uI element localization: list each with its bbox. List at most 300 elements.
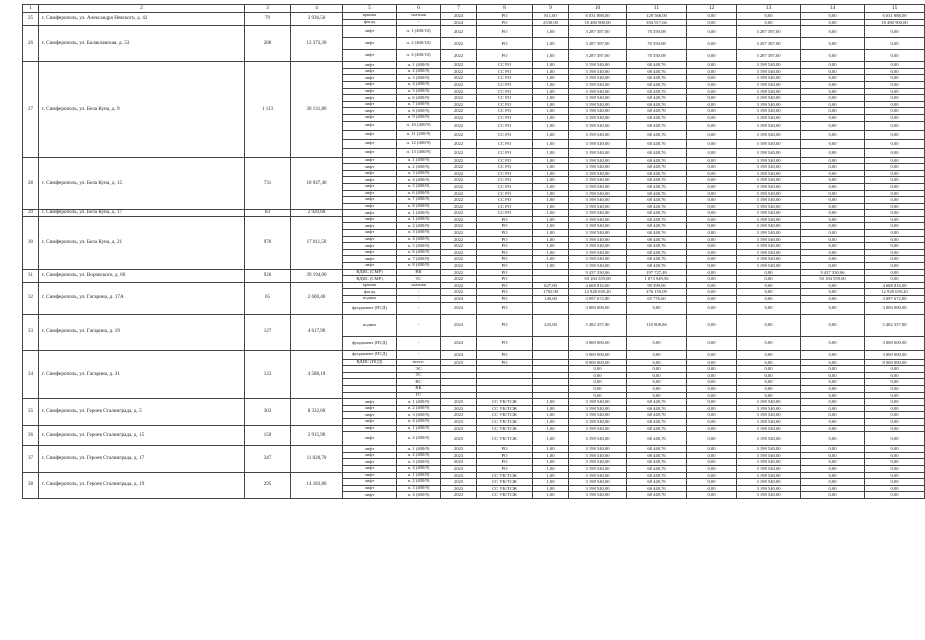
volume-cell: 1,00 <box>533 243 569 250</box>
col-13-cell: 0,00 <box>737 276 801 283</box>
cost-cell: 3 198 540,00 <box>569 263 627 270</box>
table-row <box>23 314 925 336</box>
work-type-cell: ВДИС (ПСД) <box>343 359 397 366</box>
unit-cost-cell: 68 448,76 <box>627 88 687 95</box>
work-detail-cell: п. 2 (400/9) <box>397 405 441 412</box>
col-12-cell: 0,00 <box>687 359 737 366</box>
unit-cost-cell: 70 350,08 <box>627 50 687 62</box>
col-12-cell: 0,00 <box>687 302 737 314</box>
col-13-cell: 3 198 540,00 <box>737 459 801 466</box>
col-13-cell: 3 198 540,00 <box>737 139 801 148</box>
repair-schedule-table <box>22 4 925 499</box>
contractor-cell: РО <box>477 452 533 459</box>
column-number: 5 <box>343 5 397 13</box>
col-14-cell: 0,00 <box>801 157 865 164</box>
col-14-cell: 0,00 <box>801 68 865 75</box>
contractor-cell: СС УК/ТСЖ <box>477 492 533 499</box>
work-detail-cell: п. 12 (400/9) <box>397 139 441 148</box>
contractor-cell: СС РО <box>477 203 533 210</box>
work-detail-cell: ВС <box>397 379 441 386</box>
col-14-cell: 0,00 <box>801 418 865 425</box>
col-13-cell: 0,00 <box>737 379 801 386</box>
col-12-cell: 0,00 <box>687 164 737 171</box>
volume-cell: 1,00 <box>533 230 569 237</box>
col-13-cell: 3 287 387,00 <box>737 38 801 50</box>
address-cell: г. Симферополь, ул. Бела Куна, д. 15 <box>39 157 245 210</box>
unit-cost-cell: 0,00 <box>627 372 687 379</box>
year-cell: 2022 <box>441 148 477 157</box>
cost-cell: 3 198 540,00 <box>569 399 627 406</box>
column-number: 2 <box>39 5 245 13</box>
unit-cost-cell: 0,00 <box>627 392 687 399</box>
col-12-cell: 0,00 <box>687 446 737 453</box>
col-12-cell: 0,00 <box>687 452 737 459</box>
year-cell: 2022 <box>441 256 477 263</box>
work-detail-cell: п. 1 (400/9) <box>397 216 441 223</box>
col-13-cell: 3 198 540,00 <box>737 95 801 102</box>
col-15-cell: 3 000 000,00 <box>865 336 925 350</box>
work-type-cell: лифт <box>343 183 397 190</box>
col-12-cell: 0,00 <box>687 101 737 108</box>
col-12-cell: 0,00 <box>687 68 737 75</box>
col-12-cell: 0,00 <box>687 425 737 432</box>
contractor-cell: РО <box>477 459 533 466</box>
volume-cell: 1,00 <box>533 164 569 171</box>
cost-cell: 3 198 540,00 <box>569 479 627 486</box>
row-number: 35 <box>23 399 39 425</box>
work-type-cell: фундамент (ПСД) <box>343 302 397 314</box>
contractor-cell: РО <box>477 243 533 250</box>
col-15-cell: 0,00 <box>865 95 925 102</box>
apartments-cell: 79 <box>245 13 291 26</box>
table-row <box>23 13 925 20</box>
cost-cell: 3 198 540,00 <box>569 197 627 204</box>
row-number: 30 <box>23 216 39 269</box>
col-14-cell: 0,00 <box>801 405 865 412</box>
col-12-cell: 0,00 <box>687 289 737 296</box>
table-row <box>23 446 925 453</box>
work-detail-cell: п. 4 (400/9) <box>397 492 441 499</box>
contractor-cell: РО <box>477 249 533 256</box>
cost-cell: 4 668 816,00 <box>569 282 627 289</box>
col-15-cell: 0,00 <box>865 256 925 263</box>
col-15-cell: 0,00 <box>865 479 925 486</box>
col-12-cell: 0,00 <box>687 282 737 289</box>
unit-cost-cell: 68 448,76 <box>627 263 687 270</box>
work-type-cell: лифт <box>343 243 397 250</box>
col-15-cell: 3 000 000,00 <box>865 302 925 314</box>
cost-cell: 8 000 000,00 <box>569 359 627 366</box>
year-cell: 2022 <box>441 203 477 210</box>
col-13-cell: 3 198 540,00 <box>737 399 801 406</box>
col-15-cell: 3 000 000,00 <box>865 350 925 359</box>
work-detail-cell: - <box>397 19 441 26</box>
year-cell: 2024 <box>441 336 477 350</box>
col-14-cell: 0,00 <box>801 121 865 130</box>
col-14-cell: 0,00 <box>801 183 865 190</box>
work-detail-cell: - <box>397 314 441 336</box>
volume-cell: 1,00 <box>533 210 569 217</box>
col-14-cell: 0,00 <box>801 385 865 392</box>
col-12-cell: 0,00 <box>687 148 737 157</box>
year-cell: 2022 <box>441 216 477 223</box>
contractor-cell: РО <box>477 350 533 359</box>
unit-cost-cell: 70 350,08 <box>627 38 687 50</box>
col-12-cell: 0,00 <box>687 139 737 148</box>
work-detail-cell: п. 2 (400/9) <box>397 432 441 446</box>
column-number: 13 <box>737 5 801 13</box>
col-13-cell: 3 198 540,00 <box>737 446 801 453</box>
col-15-cell: 0,00 <box>865 492 925 499</box>
col-14-cell: 0,00 <box>801 108 865 115</box>
col-15-cell: 0,00 <box>865 190 925 197</box>
unit-cost-cell: 68 448,76 <box>627 62 687 69</box>
col-14-cell: 0,00 <box>801 432 865 446</box>
volume-cell: 1,00 <box>533 236 569 243</box>
unit-cost-cell: 68 448,76 <box>627 95 687 102</box>
year-cell: 2022 <box>441 108 477 115</box>
col-15-cell: 0,00 <box>865 164 925 171</box>
col-13-cell: 3 198 540,00 <box>737 101 801 108</box>
table-row <box>23 282 925 289</box>
volume-cell: 1,00 <box>533 101 569 108</box>
area-cell: 2 920,60 <box>291 210 343 217</box>
work-detail-cell: п. 1 (400/9) <box>397 157 441 164</box>
work-type-cell: лифт <box>343 236 397 243</box>
year-cell: 2022 <box>441 75 477 82</box>
volume-cell: 1,00 <box>533 95 569 102</box>
unit-cost-cell: 68 448,76 <box>627 139 687 148</box>
year-cell: 2022 <box>441 190 477 197</box>
col-15-cell: 0,00 <box>865 243 925 250</box>
col-13-cell: 0,00 <box>737 289 801 296</box>
work-type-cell: фасад <box>343 289 397 296</box>
contractor-cell: РО <box>477 446 533 453</box>
work-type-cell: лифт <box>343 81 397 88</box>
year-cell: 2022 <box>441 230 477 237</box>
col-15-cell: 0,00 <box>865 399 925 406</box>
cost-cell: 5 482 357,80 <box>569 314 627 336</box>
table-row <box>23 210 925 217</box>
year-cell: 2022 <box>441 26 477 38</box>
cost-cell: 3 198 540,00 <box>569 177 627 184</box>
col-14-cell: 0,00 <box>801 170 865 177</box>
col-13-cell: 3 198 540,00 <box>737 472 801 479</box>
cost-cell: 0,00 <box>569 379 627 386</box>
row-number: 31 <box>23 269 39 282</box>
work-detail-cell: п. 4 (400/9) <box>397 177 441 184</box>
volume-cell: 1,00 <box>533 177 569 184</box>
year-cell: 2022 <box>441 223 477 230</box>
unit-cost-cell: 68 448,76 <box>627 114 687 121</box>
year-cell: 2024 <box>441 19 477 26</box>
cost-cell: 12 928 639,20 <box>569 289 627 296</box>
volume-cell: 1,00 <box>533 81 569 88</box>
col-15-cell: 0,00 <box>865 177 925 184</box>
col-12-cell: 0,00 <box>687 379 737 386</box>
cost-cell: 3 198 540,00 <box>569 190 627 197</box>
volume-cell <box>533 336 569 350</box>
unit-cost-cell: 68 448,76 <box>627 197 687 204</box>
volume-cell <box>533 385 569 392</box>
col-14-cell: 0,00 <box>801 130 865 139</box>
col-13-cell: 0,00 <box>737 19 801 26</box>
work-detail-cell: п. 6 (400/9) <box>397 190 441 197</box>
address-cell: г. Симферополь, ул. Александра Невского, д. 42 <box>39 13 245 26</box>
contractor-cell: РО <box>477 230 533 237</box>
work-detail-cell: п. 5 (400/9) <box>397 88 441 95</box>
area-cell: 3 936,50 <box>291 13 343 26</box>
work-type-cell: ВДИС (СМР) <box>343 269 397 276</box>
work-detail-cell: п. 3 (400/9) <box>397 75 441 82</box>
contractor-cell: СС РО <box>477 183 533 190</box>
table-body <box>23 5 925 499</box>
work-type-cell: лифт <box>343 88 397 95</box>
work-type-cell: лифт <box>343 26 397 38</box>
col-15-cell: 0,00 <box>865 38 925 50</box>
area-cell: 14 183,80 <box>291 472 343 498</box>
col-15-cell: 0,00 <box>865 170 925 177</box>
col-12-cell: 0,00 <box>687 216 737 223</box>
col-12-cell: 0,00 <box>687 197 737 204</box>
cost-cell: 3 198 540,00 <box>569 472 627 479</box>
volume-cell: 1,00 <box>533 492 569 499</box>
col-12-cell: 0,00 <box>687 372 737 379</box>
col-15-cell: 0,00 <box>865 148 925 157</box>
cost-cell: 3 198 540,00 <box>569 432 627 446</box>
work-type-cell: лифт <box>343 148 397 157</box>
col-15-cell: 0,00 <box>865 452 925 459</box>
col-15-cell: 0,00 <box>865 249 925 256</box>
column-number: 4 <box>291 5 343 13</box>
cost-cell: 3 198 540,00 <box>569 223 627 230</box>
work-detail-cell: п. 6 (400/9) <box>397 95 441 102</box>
contractor-cell: РО <box>477 256 533 263</box>
unit-cost-cell: 0,00 <box>627 302 687 314</box>
year-cell: 2023 <box>441 472 477 479</box>
contractor-cell: РО <box>477 282 533 289</box>
col-12-cell: 0,00 <box>687 177 737 184</box>
col-14-cell: 0,00 <box>801 203 865 210</box>
apartments-cell: 976 <box>245 216 291 269</box>
unit-cost-cell: 65 776,60 <box>627 296 687 303</box>
work-detail-cell: п. 4 (400/9) <box>397 418 441 425</box>
area-cell: 8 332,60 <box>291 399 343 425</box>
year-cell: 2023 <box>441 452 477 459</box>
work-detail-cell: п. 1 (400/9) <box>397 210 441 217</box>
col-14-cell: 0,00 <box>801 190 865 197</box>
col-12-cell: 0,00 <box>687 479 737 486</box>
col-13-cell: 3 198 540,00 <box>737 230 801 237</box>
col-13-cell: 3 198 540,00 <box>737 236 801 243</box>
work-detail-cell: п. 9 (400/9) <box>397 114 441 121</box>
unit-cost-cell: 68 448,76 <box>627 405 687 412</box>
col-12-cell: 0,00 <box>687 75 737 82</box>
col-13-cell: 3 198 540,00 <box>737 170 801 177</box>
volume-cell <box>533 359 569 366</box>
col-15-cell: 0,00 <box>865 183 925 190</box>
volume-cell: 1,00 <box>533 38 569 50</box>
col-14-cell: 0,00 <box>801 62 865 69</box>
work-detail-cell: п. 7 (400/9) <box>397 101 441 108</box>
year-cell: 2023 <box>441 418 477 425</box>
col-14-cell: 0,00 <box>801 88 865 95</box>
volume-cell: 1,00 <box>533 263 569 270</box>
volume-cell: 1,00 <box>533 197 569 204</box>
contractor-cell: СС УК/ТСЖ <box>477 405 533 412</box>
col-13-cell: 3 198 540,00 <box>737 88 801 95</box>
col-15-cell: 5 482 357,80 <box>865 314 925 336</box>
col-14-cell: 0,00 <box>801 452 865 459</box>
work-detail-cell: п. 1 (400/10) <box>397 26 441 38</box>
contractor-cell: СС РО <box>477 164 533 171</box>
col-14-cell: 0,00 <box>801 81 865 88</box>
unit-cost-cell: 68 448,76 <box>627 479 687 486</box>
apartments-cell: 123 <box>245 350 291 399</box>
work-detail-cell: ВК <box>397 269 441 276</box>
col-15-cell: 3 097 672,80 <box>865 296 925 303</box>
apartments-cell: 65 <box>245 282 291 314</box>
col-14-cell: 0,00 <box>801 243 865 250</box>
col-15-cell: 0,00 <box>865 108 925 115</box>
work-type-cell: лифт <box>343 485 397 492</box>
volume-cell: 811,00 <box>533 13 569 20</box>
col-14-cell: 0,00 <box>801 459 865 466</box>
contractor-cell: СС УК/ТСЖ <box>477 485 533 492</box>
work-detail-cell: всего: <box>397 359 441 366</box>
work-detail-cell: п. 6 (400/9) <box>397 249 441 256</box>
work-type-cell: лифт <box>343 50 397 62</box>
col-15-cell: 0,00 <box>865 459 925 466</box>
col-13-cell: 3 198 540,00 <box>737 190 801 197</box>
cost-cell: 3 198 540,00 <box>569 405 627 412</box>
col-12-cell: 0,00 <box>687 485 737 492</box>
area-cell: 2 600,40 <box>291 282 343 314</box>
cost-cell: 3 198 540,00 <box>569 412 627 419</box>
cost-cell: 3 198 540,00 <box>569 452 627 459</box>
contractor-cell: РО <box>477 465 533 472</box>
work-detail-cell: п. 13 (400/9) <box>397 148 441 157</box>
col-15-cell: 0,00 <box>865 121 925 130</box>
col-14-cell: 0,00 <box>801 263 865 270</box>
work-detail-cell: п. 8 (400/9) <box>397 108 441 115</box>
column-number: 11 <box>627 5 687 13</box>
volume-cell <box>533 276 569 283</box>
unit-cost-cell: 68 448,76 <box>627 203 687 210</box>
unit-cost-cell: 68 448,76 <box>627 81 687 88</box>
work-type-cell: лифт <box>343 164 397 171</box>
work-type-cell <box>343 392 397 399</box>
apartments-cell: 303 <box>245 399 291 425</box>
work-detail-cell: п. 7 (400/9) <box>397 197 441 204</box>
contractor-cell: РО <box>477 359 533 366</box>
contractor-cell <box>477 392 533 399</box>
unit-cost-cell: 68 448,76 <box>627 108 687 115</box>
col-12-cell: 0,00 <box>687 121 737 130</box>
col-13-cell: 3 198 540,00 <box>737 81 801 88</box>
col-14-cell: 0,00 <box>801 50 865 62</box>
cost-cell: 3 287 387,00 <box>569 50 627 62</box>
unit-cost-cell: 68 448,76 <box>627 492 687 499</box>
col-13-cell: 0,00 <box>737 372 801 379</box>
work-type-cell: лифт <box>343 62 397 69</box>
col-13-cell: 3 198 540,00 <box>737 68 801 75</box>
col-15-cell: 0,00 <box>865 197 925 204</box>
column-number: 14 <box>801 5 865 13</box>
col-12-cell: 0,00 <box>687 314 737 336</box>
row-number: 29 <box>23 210 39 217</box>
col-13-cell: 3 198 540,00 <box>737 197 801 204</box>
cost-cell: 3 198 540,00 <box>569 216 627 223</box>
contractor-cell: СС УК/ТСЖ <box>477 425 533 432</box>
unit-cost-cell: 0,00 <box>627 350 687 359</box>
work-type-cell: крыша <box>343 282 397 289</box>
col-15-cell: 0,00 <box>865 472 925 479</box>
unit-cost-cell: 68 448,76 <box>627 164 687 171</box>
work-detail-cell: п. 8 (400/9) <box>397 203 441 210</box>
col-12-cell: 0,00 <box>687 405 737 412</box>
volume-cell: 1,00 <box>533 432 569 446</box>
work-detail-cell: п. 2 (400/9) <box>397 68 441 75</box>
work-detail-cell: п. 3 (400/9) <box>397 459 441 466</box>
cost-cell: 3 198 540,00 <box>569 459 627 466</box>
volume-cell: 1,00 <box>533 183 569 190</box>
column-number: 1 <box>23 5 39 13</box>
cost-cell: 3 198 540,00 <box>569 75 627 82</box>
work-detail-cell: п. 3 (400/9) <box>397 412 441 419</box>
volume-cell: 1,00 <box>533 479 569 486</box>
address-cell: г. Симферополь, ул. Бела Куна, д. 9 <box>39 62 245 157</box>
work-type-cell <box>343 372 397 379</box>
col-15-cell: 0,00 <box>865 68 925 75</box>
col-14-cell: 0,00 <box>801 38 865 50</box>
col-15-cell: 8 000 000,00 <box>865 359 925 366</box>
contractor-cell: СС РО <box>477 157 533 164</box>
contractor-cell: РО <box>477 276 533 283</box>
volume-cell: 1,00 <box>533 418 569 425</box>
contractor-cell: СС РО <box>477 121 533 130</box>
unit-cost-cell: 128 568,00 <box>627 13 687 20</box>
col-13-cell: 3 287 387,00 <box>737 50 801 62</box>
work-type-cell: подвал <box>343 296 397 303</box>
unit-cost-cell: 68 448,76 <box>627 183 687 190</box>
cost-cell: 3 198 540,00 <box>569 465 627 472</box>
volume-cell: 627,00 <box>533 282 569 289</box>
year-cell: 2022 <box>441 38 477 50</box>
area-cell: 3 915,90 <box>291 425 343 446</box>
work-detail-cell: п. 2 (400/9) <box>397 223 441 230</box>
work-type-cell: лифт <box>343 108 397 115</box>
year-cell: 2023 <box>441 425 477 432</box>
col-13-cell: 3 198 540,00 <box>737 243 801 250</box>
year-cell: 2022 <box>441 289 477 296</box>
col-13-cell: 3 198 540,00 <box>737 418 801 425</box>
year-cell: 2023 <box>441 412 477 419</box>
cost-cell: 3 198 540,00 <box>569 425 627 432</box>
col-15-cell: 0,00 <box>865 432 925 446</box>
column-number: 15 <box>865 5 925 13</box>
col-12-cell: 0,00 <box>687 108 737 115</box>
unit-cost-cell: 0,00 <box>627 366 687 373</box>
col-13-cell: 3 198 540,00 <box>737 108 801 115</box>
area-cell: 4 588,10 <box>291 350 343 399</box>
col-15-cell: 0,00 <box>865 26 925 38</box>
col-13-cell: 3 198 540,00 <box>737 157 801 164</box>
contractor-cell: РО <box>477 236 533 243</box>
volume-cell: 1,00 <box>533 114 569 121</box>
contractor-cell: РО <box>477 50 533 62</box>
year-cell: 2023 <box>441 485 477 492</box>
